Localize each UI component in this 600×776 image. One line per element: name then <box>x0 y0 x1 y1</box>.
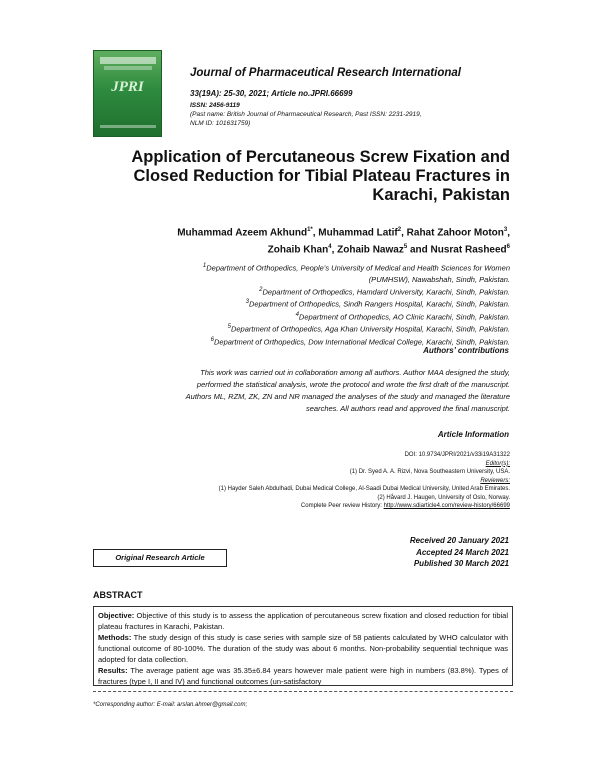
affil-mark: 5 <box>227 324 231 330</box>
cover-logo: JPRI <box>111 79 144 95</box>
editor: (1) Dr. Syed A. A. Rizvi, Nova Southeastern University, USA. <box>349 469 510 475</box>
paper-title <box>90 148 510 205</box>
objective-text: Objective of this study is to assess the application of percutaneous screw fixation and closed reduction for tibial plateau fractures in Karachi, Pakistan. <box>98 611 508 631</box>
reviewer: (2) Håvard J. Haugen, University of Oslo, Norway. <box>377 494 510 501</box>
affiliation: Department of Orthopedics, Dow International Medical College, Karachi, Sindh, Pakistan. <box>214 337 510 346</box>
title-line: Karachi, Pakistan <box>372 186 510 204</box>
journal-name: Journal of Pharmaceutical Research International <box>190 67 461 79</box>
results-label: Results: <box>98 666 128 675</box>
author-affil-mark: 1* <box>307 227 313 233</box>
corresponding-author-footnote: *Corresponding author: E-mail: arslan.ahmer@gmail.com; <box>93 702 248 708</box>
author-affil-mark: 5 <box>403 244 408 251</box>
accepted-date: Accepted 24 March 2021 <box>416 547 509 557</box>
objective-label: Objective: <box>98 611 135 620</box>
author-affil-mark: 6 <box>506 244 510 251</box>
reviewer: (1) Hayder Saleh Abdulhadi, Dubai Medical College, Al-Saadi Dubai Medical University, United Arab Emirates. <box>218 486 510 492</box>
affiliations <box>90 261 510 347</box>
affil-mark: 6 <box>210 336 214 343</box>
contributions-line: Authors ML, RZM, ZK, ZN and NR managed the analyses of the study and managed the literature <box>185 392 510 401</box>
affil-mark: 3 <box>245 299 250 305</box>
abstract-heading: ABSTRACT <box>93 590 143 600</box>
received-date: Received 20 January 2021 <box>409 536 509 545</box>
affil-mark: 2 <box>259 286 263 293</box>
journal-past-name: (Past name: British Journal of Pharmaceutical Research, Past ISSN: 2231-2919, <box>190 111 422 118</box>
journal-cover-image <box>93 50 162 137</box>
affiliation: Department of Orthopedics, People’s University of Medical and Health Sciences for Women <box>206 263 510 273</box>
contributions-line: This work was carried out in collaboration among all authors. Author MAA designed the study, <box>200 368 510 377</box>
affil-mark: 1 <box>202 263 207 269</box>
peer-review-link[interactable]: http://www.sdiarticle4.com/review-history/66699 <box>383 503 510 509</box>
contributions-text <box>90 367 510 415</box>
published-date: Published 30 March 2021 <box>413 559 509 568</box>
article-info <box>90 451 510 511</box>
results-text: The average patient age was 35.35±6.84 years however male patient were high in numbers (83.8%). Types of fractures (type I, II and IV) and functional outcomes (un-satisfactory <box>98 666 508 686</box>
contributions-heading: Authors’ contributions <box>423 346 509 355</box>
author-name: Muhammad Azeem Akhund <box>177 227 308 239</box>
doi: DOI: 10.9734/JPRI/2021/v33i19A31322 <box>404 452 510 458</box>
author-name: Zohaib Nawaz <box>337 244 404 256</box>
author-affil-mark: 3 <box>503 227 508 233</box>
article-info-heading: Article Information <box>437 430 509 439</box>
contributions-line: performed the statistical analysis, wrote the protocol and wrote the first draft of the manuscript. <box>196 380 510 389</box>
abstract-box <box>93 606 513 686</box>
author-name: Zohaib Khan <box>267 244 329 256</box>
editors-label: Editor(s): <box>485 460 510 467</box>
author-affil-mark: 2 <box>397 227 402 233</box>
footnote-divider <box>93 691 513 692</box>
contributions-line: searches. All authors read and approved the final manuscript. <box>305 404 510 413</box>
affiliation: Department of Orthopedics, Sindh Rangers Hospital, Karachi, Sindh, Pakistan. <box>249 299 510 309</box>
author-name: Muhammad Latif <box>318 227 398 239</box>
reviewers-label: Reviewers: <box>480 477 510 484</box>
author-affil-mark: 4 <box>328 244 332 251</box>
author-list: Muhammad Azeem Akhund$^{1*}$, Muhammad Latif$^2$, Rahat Zahoor Moton$^3$, Zohaib Khan$^4$, Zohaib Nawaz$^5$ and Nusrat Rasheed$^6$ <box>177 227 510 256</box>
affil-mark: 4 <box>295 311 299 318</box>
journal-nlm-id: NLM ID: 101631759) <box>190 120 251 127</box>
affiliation: Department of Orthopedics, Aga Khan University Hospital, Karachi, Sindh, Pakistan. <box>230 324 510 334</box>
article-dates <box>300 535 509 570</box>
journal-issn: ISSN: 2456-9119 <box>190 102 240 109</box>
peer-review-label: Complete Peer review History: <box>300 503 384 509</box>
title-line: Application of Percutaneous Screw Fixation and <box>131 148 510 166</box>
author-name: Nusrat Rasheed <box>430 244 507 256</box>
affiliation: Department of Orthopedics, AO Clinic Karachi, Sindh, Pakistan. <box>298 312 510 321</box>
methods-text: The study design of this study is case series with sample size of 58 patients calculated by WHO calculator with functional outcome of 80-100%. The duration of the study was about 6 months. Non-probability sequential technique was adopted for data collection. <box>98 633 508 664</box>
article-type-badge: Original Research Article <box>93 549 227 567</box>
affiliation: (PUMHSW), Nawabshah, Sindh, Pakistan. <box>368 274 510 284</box>
title-line: Closed Reduction for Tibial Plateau Fractures in <box>133 167 510 185</box>
methods-label: Methods: <box>98 633 132 642</box>
journal-issue: 33(19A): 25-30, 2021; Article no.JPRI.66699 <box>190 89 353 98</box>
affiliation: Department of Orthopedics, Hamdard University, Karachi, Sindh, Pakistan. <box>262 287 510 296</box>
author-name: Rahat Zahoor Moton <box>406 227 504 239</box>
